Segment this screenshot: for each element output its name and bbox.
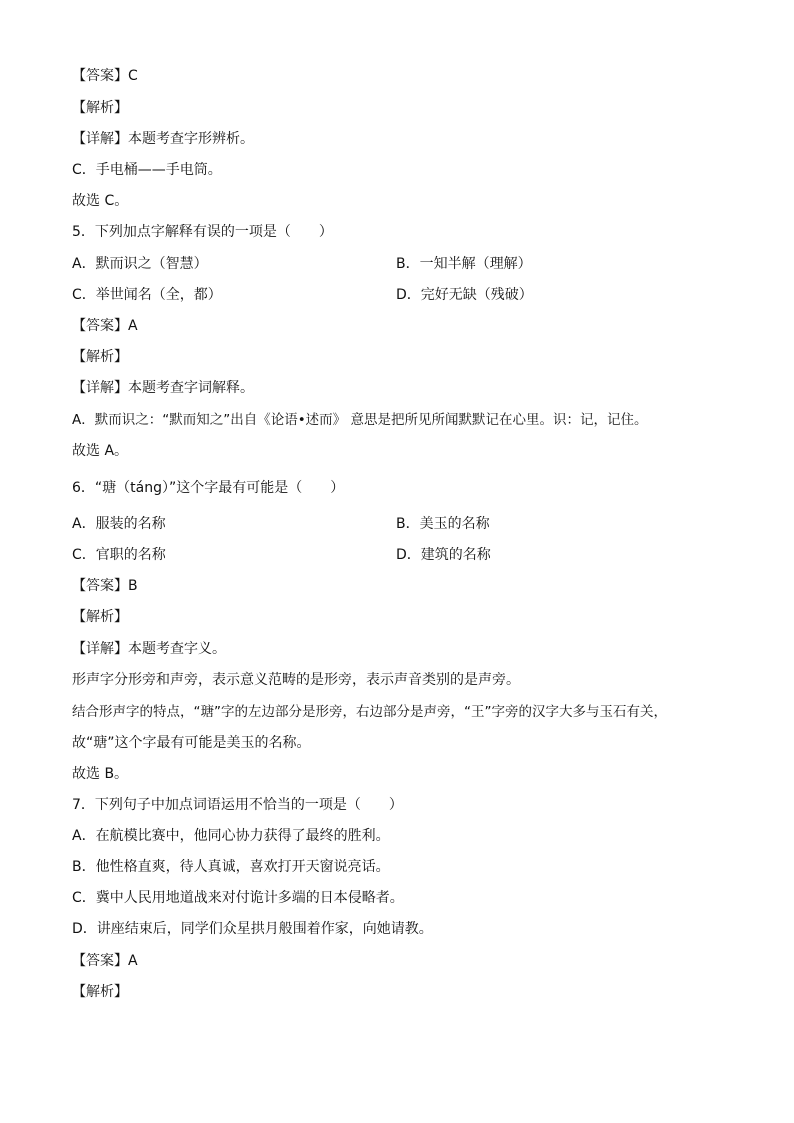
detail-q5: 【详解】本题考查字词解释。 [72, 380, 254, 396]
q5-option-b: B．一知半解（理解） [396, 256, 532, 272]
choice-q5: 故选 A。 [72, 443, 129, 459]
analysis-label-q7: 【解析】 [72, 984, 128, 1000]
question-5: 5．下列加点字解释有误的一项是（ ） [72, 224, 333, 240]
q6-option-b: B．美玉的名称 [396, 516, 490, 532]
choice-q4: 故选 C。 [72, 193, 129, 209]
answer-label-q4: 【答案】C [72, 68, 138, 84]
question-7: 7．下列句子中加点词语运用不恰当的一项是（ ） [72, 797, 403, 813]
detail-q6: 【详解】本题考查字义。 [72, 641, 226, 657]
choice-q6: 故选 B。 [72, 766, 129, 782]
answer-label-q5: 【答案】A [72, 318, 138, 334]
analysis-label-q4: 【解析】 [72, 100, 128, 116]
q5-option-d: D．完好无缺（残破） [396, 287, 533, 303]
detail-q5-a: A．默而识之：“默而知之”出自《论语•述而》 意思是把所见所闻默默记在心里。识：记，记住。 [72, 412, 648, 428]
answer-label-q7: 【答案】A [72, 953, 138, 969]
analysis-label-q5: 【解析】 [72, 349, 128, 365]
q6-option-d: D．建筑的名称 [396, 547, 491, 563]
q5-option-c: C．举世闻名（全，都） [72, 287, 222, 303]
detail-q4-c: C．手电桶——手电筒。 [72, 162, 222, 178]
question-6: 6．“瑭（táng）”这个字最有可能是（ ） [72, 480, 345, 496]
q7-option-a: A．在航模比赛中，他同心协力获得了最终的胜利。 [72, 828, 390, 844]
detail-q6-line3: 故“瑭”这个字最有可能是美玉的名称。 [72, 735, 311, 751]
detail-q6-line2: 结合形声字的特点，“瑭”字的左边部分是形旁，右边部分是声旁，“王”字旁的汉字大多与玉石有关， [72, 704, 667, 720]
q7-option-d: D．讲座结束后，同学们众星拱月般围着作家，向她请教。 [72, 921, 433, 937]
q6-option-a: A．服装的名称 [72, 516, 166, 532]
detail-q4: 【详解】本题考查字形辨析。 [72, 131, 254, 147]
answer-label-q6: 【答案】B [72, 578, 138, 594]
q5-option-a: A．默而识之（智慧） [72, 256, 208, 272]
detail-q6-line1: 形声字分形旁和声旁，表示意义范畴的是形旁，表示声音类别的是声旁。 [72, 672, 520, 688]
q6-option-c: C．官职的名称 [72, 547, 166, 563]
q7-option-c: C．冀中人民用地道战来对付诡计多端的日本侵略者。 [72, 890, 404, 906]
analysis-label-q6: 【解析】 [72, 609, 128, 625]
q7-option-b: B．他性格直爽，待人真诚，喜欢打开天窗说亮话。 [72, 859, 390, 875]
